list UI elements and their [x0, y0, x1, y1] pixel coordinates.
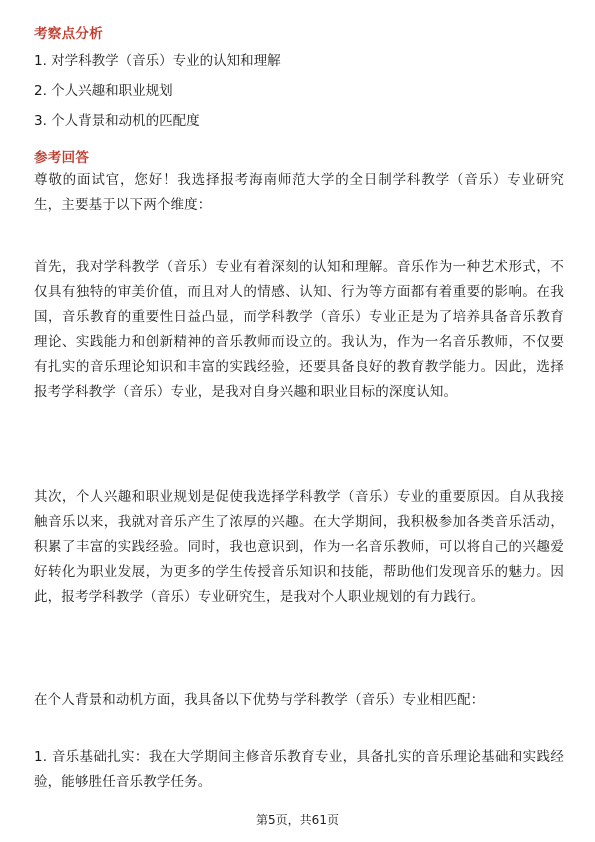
- answer-paragraph-second: 其次，个人兴趣和职业规划是促使我选择学科教学（音乐）专业的重要原因。自从我接触音乐以来，我就对音乐产生了浓厚的兴趣。在大学期间，我积极参加各类音乐活动，积累了丰富的实践经验。同时，我也意识到，作为一名音乐教师，可以将自己的兴趣爱好转化为职业发展，为更多的学生传授音乐知识和技能，帮助他们发现音乐的魅力。因此，报考学科教学（音乐）专业研究生，是我对个人职业规划的有力践行。: [34, 489, 564, 605]
- answer-paragraph-first: 首先，我对学科教学（音乐）专业有着深刻的认知和理解。音乐作为一种艺术形式，不仅具有独特的审美价值，而且对人的情感、认知、行为等方面都有着重要的影响。在我国，音乐教育的重要性日益凸显，而学科教学（音乐）专业正是为了培养具备音乐教育理论、实践能力和创新精神的音乐教师而设立的。我认为，作为一名音乐教师，不仅要有扎实的音乐理论知识和丰富的实践经验，还要具备良好的教育教学能力。因此，选择报考学科教学（音乐）专业，是我对自身兴趣和职业目标的深度认知。: [34, 259, 564, 400]
- analysis-item-1: 1. 对学科教学（音乐）专业的认知和理解: [34, 53, 281, 69]
- answer-paragraph-intro: 尊敬的面试官，您好！我选择报考海南师范大学的全日制学科教学（音乐）专业研究生，主要基于以下两个维度：: [34, 172, 564, 213]
- answer-list-item-1: 1. 音乐基础扎实：我在大学期间主修音乐教育专业，具备扎实的音乐理论基础和实践经验，能够胜任音乐教学任务。: [34, 749, 564, 790]
- answer-paragraph-background: 在个人背景和动机方面，我具备以下优势与学科教学（音乐）专业相匹配：: [34, 692, 485, 708]
- analysis-item-3: 3. 个人背景和动机的匹配度: [34, 113, 200, 129]
- analysis-item-2: 2. 个人兴趣和职业规划: [34, 83, 173, 99]
- page-number: 第5页，共61页: [256, 813, 339, 827]
- answer-heading: 参考回答: [34, 150, 90, 166]
- analysis-heading: 考察点分析: [34, 26, 103, 42]
